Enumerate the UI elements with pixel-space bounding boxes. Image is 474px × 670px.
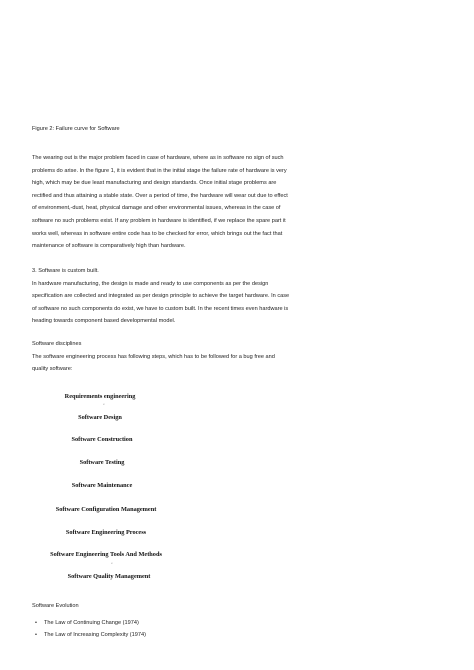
text-line: software no such problems exist. If any problem in hardware is identified, if we replace the spare part it [32, 217, 286, 224]
arrow-icon: ˇ [111, 563, 113, 569]
text-line: 3. Software is custom built. [32, 268, 99, 274]
figure-caption: Figure 2: Failure curve for Software [32, 126, 120, 132]
paragraph-wear-out [32, 152, 442, 253]
step-testing: Software Testing [79, 459, 125, 466]
text-line: The wearing out is the major problem faced in case of hardware, where as in software no sign of such [32, 155, 284, 161]
list-item: • The Law of Continuing Change (1974) [32, 617, 146, 629]
step-configuration-management: Software Configuration Management [55, 506, 157, 513]
text-line: problems do arise. In the figure 1, it is evident that in the initial stage the failure rate of hardware is very [32, 167, 287, 174]
section-heading-evolution: Software Evolution [32, 603, 79, 609]
step-requirements: Requirements engineering [64, 393, 136, 400]
step-tools-methods: Software Engineering Tools And Methods [50, 551, 162, 558]
step-maintenance: Software Maintenance [71, 482, 133, 489]
evolution-list [32, 617, 146, 641]
text-line: works well, whereas in software entire code has to be checked for error, which brings out the fact that [32, 230, 283, 237]
text-line: In hardware manufacturing, the design is made and ready to use components as per the design [32, 280, 269, 287]
paragraph-custom-built [32, 265, 442, 328]
text-line: of environment,-dust, heat, physical damage and other environmental issues, whereas in the case of [32, 205, 281, 212]
text-line: heading towards component based developmental model. [32, 318, 176, 325]
section-heading: Software disciplines [32, 341, 82, 347]
step-design: Software Design [78, 414, 122, 421]
text-line: high, which may be due least manufacturing and design standards. Once initial stage problems are [32, 180, 277, 187]
text-line: specification are collected and integrated as per design principle to achieve the target hardware. In case [32, 293, 290, 300]
text-line: of software no such components do exist, we have to custom built. In the recent times even hardware is [32, 305, 289, 312]
text-line: rectified and thus attaining a stable state. Over a period of time, the hardware will wear out due to effect [32, 192, 288, 199]
text-line: The software engineering process has following steps, which has to be followed for a bug free and [32, 353, 275, 360]
arrow-icon: ˇ [103, 404, 105, 410]
paragraph-disciplines [32, 338, 442, 376]
text-line: quality software: [32, 366, 73, 373]
list-item: • The Law of Increasing Complexity (1974) [32, 629, 146, 641]
step-engineering-process: Software Engineering Process [65, 529, 147, 536]
step-construction: Software Construction [71, 436, 133, 443]
step-quality-management: Software Quality Management [67, 573, 151, 580]
text-line: maintenance of software is comparatively high than hardware. [32, 243, 186, 250]
